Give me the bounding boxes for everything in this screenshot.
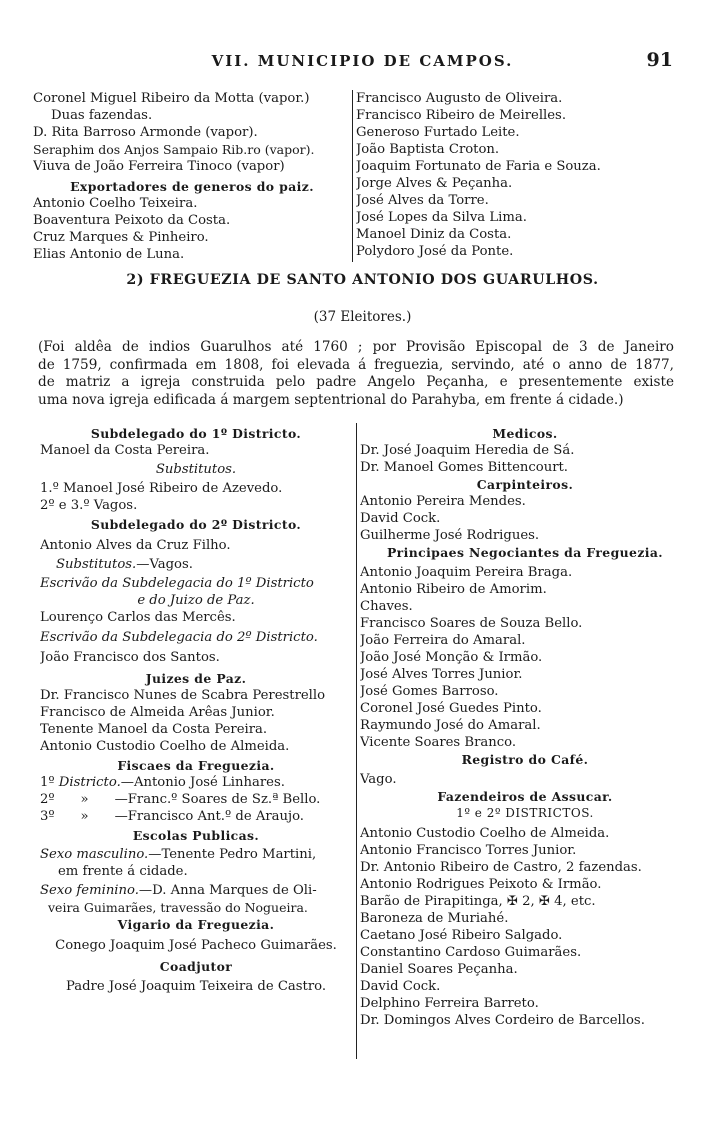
section-heading: Escolas Publicas. [132,828,260,843]
ditto-mark: » [80,792,89,807]
list-item: Cruz Marques & Pinheiro. [33,230,209,245]
page-number: 91 [646,49,673,71]
value: —Antonio José Linhares. [120,775,285,790]
label: Sexo feminino. [40,883,139,898]
list-item: Manoel Diniz da Costa. [356,227,512,242]
list-item: David Cock. [360,979,441,994]
list-item: Escrivão da Subdelegacia do 1º Districto [40,576,314,591]
section-heading: Fazendeiros de Assucar. [437,789,613,804]
list-item: Barão de Pirapitinga, ✠ 2, ✠ 4, etc. [360,894,596,909]
list-item: Vicente Soares Branco. [360,735,517,750]
list-item: Dr. Antonio Ribeiro de Castro, 2 fazendas. [360,860,642,875]
list-item: Generoso Furtado Leite. [356,125,520,140]
list-item: Polydoro José da Ponte. [356,244,514,259]
list-item: Jorge Alves & Peçanha. [356,176,513,191]
list-item [40,791,352,808]
list-item: em frente á cidade. [58,864,188,879]
list-item: 1.º Manoel José Ribeiro de Azevedo. [40,481,283,496]
list-item: Caetano José Ribeiro Salgado. [360,928,563,943]
section-heading: Medicos. [492,426,558,441]
list-item: José Alves Torres Junior. [360,667,523,682]
section-title: 2) FREGUEZIA DE SANTO ANTONIO DOS GUARULHOS. [126,272,599,288]
section-heading: Exportadores de generos do paiz. [70,179,314,194]
list-item: Seraphim dos Anjos Sampaio Rib.ro (vapor). [33,142,315,157]
list-item: Raymundo José do Amaral. [360,718,541,733]
list-item: David Cock. [360,511,441,526]
list-item: Antonio Custodio Coelho de Almeida. [40,739,290,754]
list-item: Antonio Rodrigues Peixoto & Irmão. [360,877,602,892]
list-item: Antonio Ribeiro de Amorim. [360,582,547,597]
list-item: Padre José Joaquim Teixeira de Castro. [65,979,327,994]
list-item: João Baptista Croton. [356,142,500,157]
subheading: 1º e 2º DISTRICTOS. [456,806,594,820]
list-item: 2º e 3.º Vagos. [40,498,138,513]
list-item [40,774,352,791]
list-item: Viuva de João Ferreira Tinoco (vapor) [33,159,285,174]
list-item: Guilherme José Rodrigues. [360,528,540,543]
top-right-column [356,90,696,260]
list-item: Baroneza de Muriahé. [360,911,509,926]
list-item: D. Rita Barroso Armonde (vapor). [33,125,258,140]
list-item: Delphino Ferreira Barreto. [360,996,539,1011]
ordinal: 2º [40,792,55,807]
electors-count: (37 Eleitores.) [313,309,412,325]
paragraph-line: de 1759, confirmada em 1808, foi elevada á freguezia, servindo, até o anno de 1877, [38,356,674,373]
section-heading: Coadjutor [159,959,233,974]
label: Districto. [58,775,121,790]
list-item: José Gomes Barroso. [360,684,499,699]
list-item: veira Guimarães, travessão do Nogueira. [48,900,308,915]
section-heading: Subdelegado do 2º Districto. [90,517,302,532]
section-heading: Juizes de Paz. [145,671,247,686]
section-heading: Fiscaes da Freguezia. [117,758,275,773]
label: Substitutos. [56,557,137,572]
list-item: e do Juizo de Paz. [137,593,255,608]
list-item: Manoel da Costa Pereira. [40,443,210,458]
top-left-column [33,90,351,263]
value: —Vagos. [136,557,193,572]
section-heading: Carpinteiros. [476,477,574,492]
list-item: Constantino Cardoso Guimarães. [360,945,582,960]
list-item: Antonio Custodio Coelho de Almeida. [360,826,610,841]
value: —Tenente Pedro Martini, [148,847,317,862]
list-item: Coronel José Guedes Pinto. [360,701,542,716]
section-heading: Subdelegado do 1º Districto. [90,426,302,441]
history-paragraph [38,339,674,409]
list-item: Tenente Manoel da Costa Pereira. [40,722,268,737]
list-item: Vago. [360,772,397,787]
list-item: João José Monção & Irmão. [360,650,543,665]
list-item: Francisco Ribeiro de Meirelles. [356,108,567,123]
list-item: Francisco Soares de Souza Bello. [360,616,583,631]
column-divider [352,90,353,262]
list-item: Escrivão da Subdelegacia do 2º Districto. [40,630,318,645]
list-item: Antonio Francisco Torres Junior. [360,843,577,858]
page-title: VII. MUNICIPIO DE CAMPOS. [211,52,514,70]
list-item: João Francisco dos Santos. [40,650,220,665]
list-item [40,556,352,575]
list-item: Antonio Coelho Teixeira. [33,196,198,211]
list-item [40,882,352,899]
list-item [40,846,352,863]
list-item: José Alves da Torre. [356,193,489,208]
value: —Franc.º Soares de Sz.ª Bello. [114,792,321,807]
list-item: Francisco de Almeida Arêas Junior. [40,705,275,720]
list-item: José Lopes da Silva Lima. [356,210,527,225]
list-item: João Ferreira do Amaral. [360,633,526,648]
section-heading: Registro do Café. [461,752,589,767]
list-item: Lourenço Carlos das Mercês. [40,610,236,625]
ordinal: 3º [40,809,55,824]
section-heading: Vigario da Freguezia. [117,917,275,932]
list-item: Dr. Manoel Gomes Bittencourt. [360,460,568,475]
list-item: Daniel Soares Peçanha. [360,962,518,977]
list-item: Elias Antonio de Luna. [33,247,185,262]
list-item: Antonio Pereira Mendes. [360,494,526,509]
list-item: Dr. Domingos Alves Cordeiro de Barcellos. [360,1013,645,1028]
list-item: Conego Joaquim José Pacheco Guimarães. [55,938,337,953]
ordinal: 1º [40,775,55,790]
subheading: Substitutos. [155,462,237,477]
list-item: Joaquim Fortunato de Faria e Souza. [356,159,601,174]
paragraph-line: uma nova igreja edificada á margem septentrional do Parahyba, em frente á cidade.) [38,391,624,408]
list-item: Boaventura Peixoto da Costa. [33,213,231,228]
paragraph-line: (Foi aldêa de indios Guarulhos até 1760 ; por Provisão Episcopal de 3 de Janeiro [38,339,674,355]
list-item [40,808,352,827]
list-item: Antonio Joaquim Pereira Braga. [360,565,573,580]
list-item: Antonio Alves da Cruz Filho. [40,538,231,553]
section-heading: Principaes Negociantes da Freguezia. [386,545,664,560]
list-item: Duas fazendas. [51,108,153,123]
value: —Francisco Ant.º de Araujo. [114,809,304,824]
list-item: Francisco Augusto de Oliveira. [356,91,563,106]
column-divider [356,423,357,1059]
ditto-mark: » [80,809,89,824]
value: —D. Anna Marques de Oli- [138,883,317,898]
list-item: Coronel Miguel Ribeiro da Motta (vapor.) [33,91,310,106]
list-item: Dr. Francisco Nunes de Scabra Perestrello [40,688,326,703]
page-header [0,49,725,76]
left-column [40,425,352,995]
list-item: Chaves. [360,599,413,614]
right-column [360,425,690,1029]
label: Sexo masculino. [40,847,149,862]
list-item: Dr. José Joaquim Heredia de Sá. [360,443,575,458]
paragraph-line: de matriz a igreja construida pelo padre Angelo Peçanha, e presentemente existe [38,374,674,390]
